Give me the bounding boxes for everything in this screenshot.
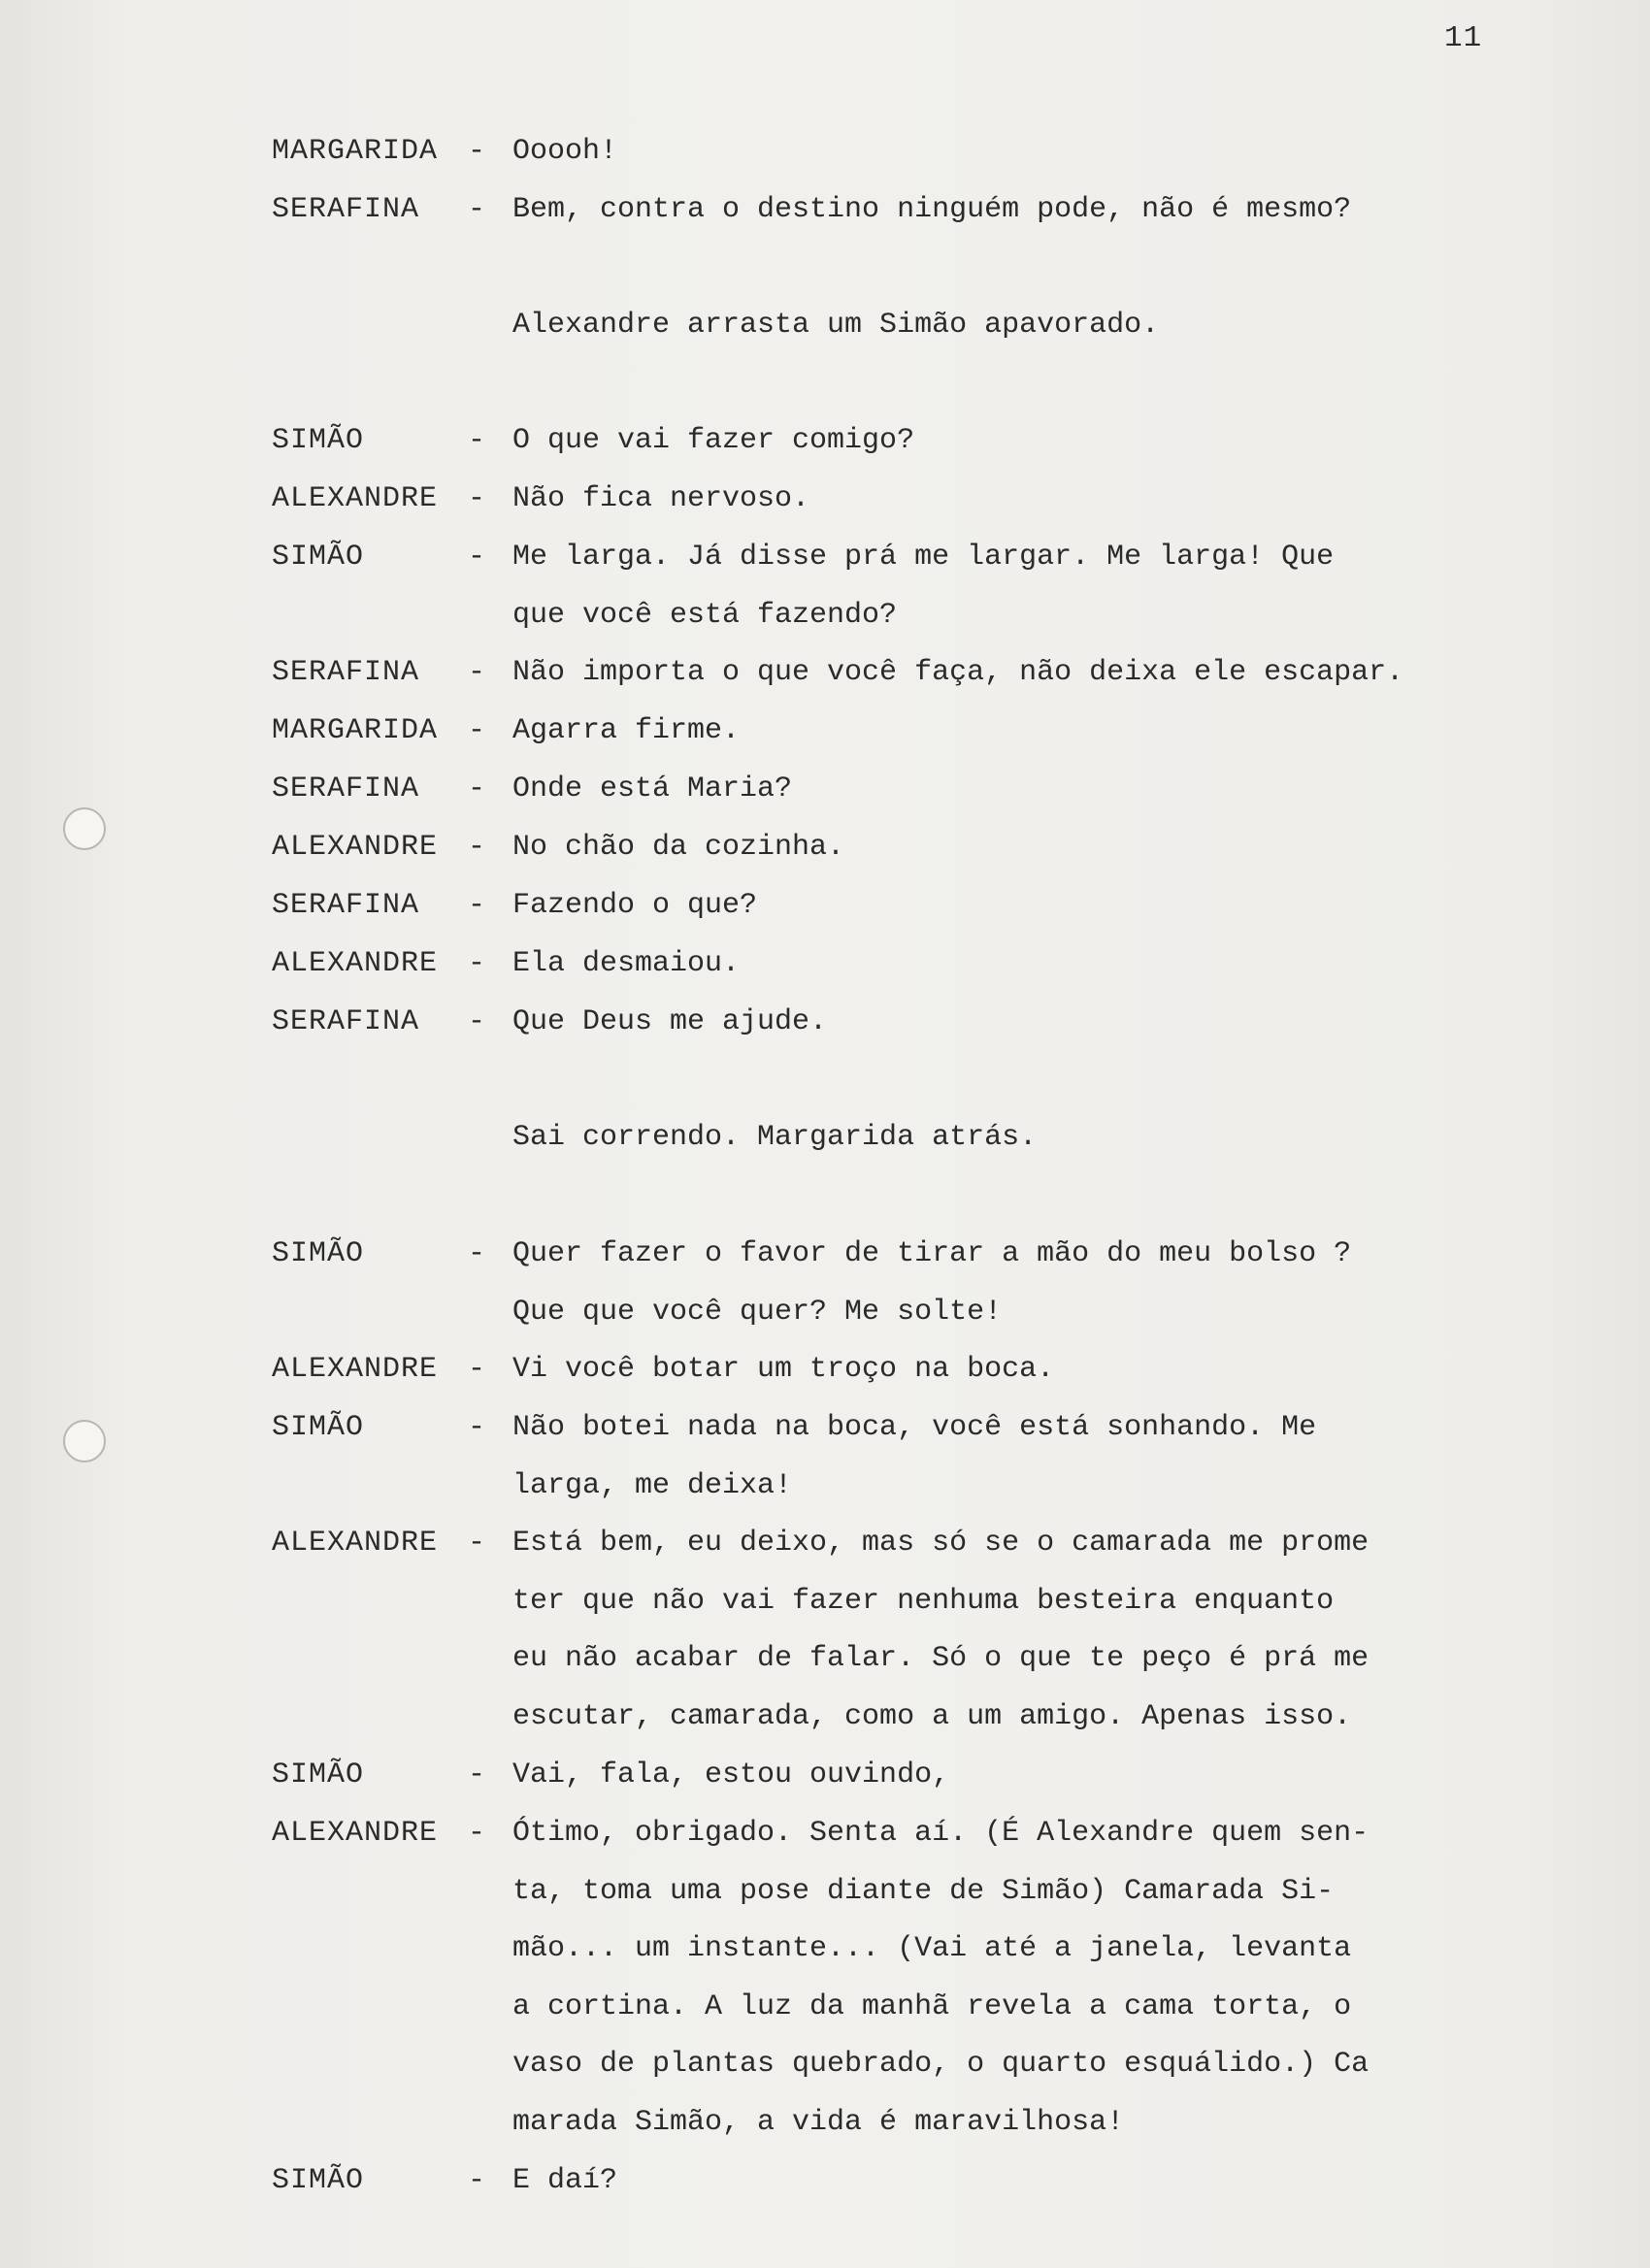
speech-text: Me larga. Já disse prá me largar. Me larga! Que [512,541,1335,574]
speaker-dash: - [468,541,486,574]
speech-text: Agarra firme. [512,714,741,747]
speech-continuation: ter que não vai fazer nenhuma besteira enquanto [512,1584,1335,1618]
speech-text: Ooooh! [512,135,618,168]
dialogue-line [0,643,1650,702]
speaker-name: SIMÃO [272,1237,365,1270]
speaker-dash: - [468,135,486,168]
speech-continuation: escutar, camarada, como a um amigo. Apenas isso. [512,1699,1352,1733]
dialogue-line [0,470,1650,528]
speaker-dash: - [468,482,486,515]
speech-text: Não botei nada na boca, você está sonhando. Me [512,1411,1317,1444]
speaker-name: SIMÃO [272,1759,365,1791]
speech-text: Fazendo o que? [512,889,758,922]
dialogue-line [0,1340,1650,1398]
speaker-name: SERAFINA [272,656,420,689]
speaker-name: SIMÃO [272,2164,365,2197]
speech-text: E daí? [512,2164,618,2197]
dialogue-line [0,1746,1650,1804]
speech-continuation: mão... um instante... (Vai até a janela, levanta [512,1932,1352,1966]
speaker-dash: - [468,1411,486,1444]
speech-text: Quer fazer o favor de tirar a mão do meu bolso ? [512,1237,1352,1270]
speech-text: Onde está Maria? [512,772,793,805]
speaker-name: ALEXANDRE [272,831,439,864]
speaker-dash: - [468,772,486,805]
dialogue-line [0,1514,1650,1572]
speaker-dash: - [468,889,486,922]
speech-text: Não importa o que você faça, não deixa ele escapar. [512,656,1404,689]
speech-text: No chão da cozinha. [512,831,845,864]
speaker-name: SIMÃO [272,1411,365,1444]
dialogue-line [0,993,1650,1051]
dialogue-line [0,2152,1650,2210]
speech-text: Ótimo, obrigado. Senta aí. (É Alexandre quem sen- [512,1817,1370,1850]
speaker-dash: - [468,831,486,864]
speaker-name: SIMÃO [272,541,365,574]
speech-continuation: larga, me deixa! [512,1468,793,1502]
dialogue-line [0,876,1650,935]
speaker-dash: - [468,947,486,980]
speech-text: Vai, fala, estou ouvindo, [512,1759,950,1791]
page-number: 11 [1444,21,1483,55]
speaker-name: ALEXANDRE [272,482,439,515]
dialogue-line [0,760,1650,818]
speech-text: O que vai fazer comigo? [512,424,915,457]
speaker-name: SIMÃO [272,424,365,457]
speaker-dash: - [468,714,486,747]
speech-text: Bem, contra o destino ninguém pode, não é mesmo? [512,193,1352,226]
speech-continuation: vaso de plantas quebrado, o quarto esquálido.) Ca [512,2048,1370,2082]
speech-continuation: marada Simão, a vida é maravilhosa! [512,2106,1125,2139]
speech-text: Está bem, eu deixo, mas só se o camarada me prome [512,1527,1370,1560]
speech-continuation: que você está fazendo? [512,598,898,632]
dialogue-line [0,1804,1650,1862]
speaker-name: ALEXANDRE [272,1817,439,1850]
speaker-dash: - [468,1527,486,1560]
dialogue-line [0,818,1650,876]
dialogue-line [0,702,1650,760]
dialogue-line [0,122,1650,181]
speaker-dash: - [468,1005,486,1038]
speaker-dash: - [468,193,486,226]
dialogue-line [0,935,1650,993]
speech-text: Ela desmaiou. [512,947,741,980]
speaker-name: SERAFINA [272,193,420,226]
speaker-name: MARGARIDA [272,135,439,168]
dialogue-line [0,1225,1650,1283]
dialogue-line [0,411,1650,470]
speech-continuation: ta, toma uma pose diante de Simão) Camarada Si- [512,1874,1335,1908]
dialogue-line [0,181,1650,239]
speaker-dash: - [468,1237,486,1270]
speech-continuation: eu não acabar de falar. Só o que te peço é prá me [512,1642,1370,1676]
speaker-name: SERAFINA [272,772,420,805]
speaker-name: ALEXANDRE [272,947,439,980]
speaker-name: SERAFINA [272,889,420,922]
speech-continuation: a cortina. A luz da manhã revela a cama torta, o [512,1989,1352,2023]
speaker-dash: - [468,1353,486,1386]
speaker-dash: - [468,1759,486,1791]
stage-direction: Alexandre arrasta um Simão apavorado. [512,309,1160,342]
speaker-dash: - [468,2164,486,2197]
speaker-name: ALEXANDRE [272,1527,439,1560]
speaker-name: SERAFINA [272,1005,420,1038]
speech-text: Que Deus me ajude. [512,1005,828,1038]
stage-direction: Sai correndo. Margarida atrás. [512,1121,1038,1154]
speech-text: Vi você botar um troço na boca. [512,1353,1055,1386]
dialogue-line [0,1398,1650,1457]
speaker-dash: - [468,1817,486,1850]
speaker-name: ALEXANDRE [272,1353,439,1386]
speaker-dash: - [468,424,486,457]
speech-continuation: Que que você quer? Me solte! [512,1295,1003,1329]
speaker-dash: - [468,656,486,689]
dialogue-line [0,528,1650,586]
speech-text: Não fica nervoso. [512,482,810,515]
speaker-name: MARGARIDA [272,714,439,747]
